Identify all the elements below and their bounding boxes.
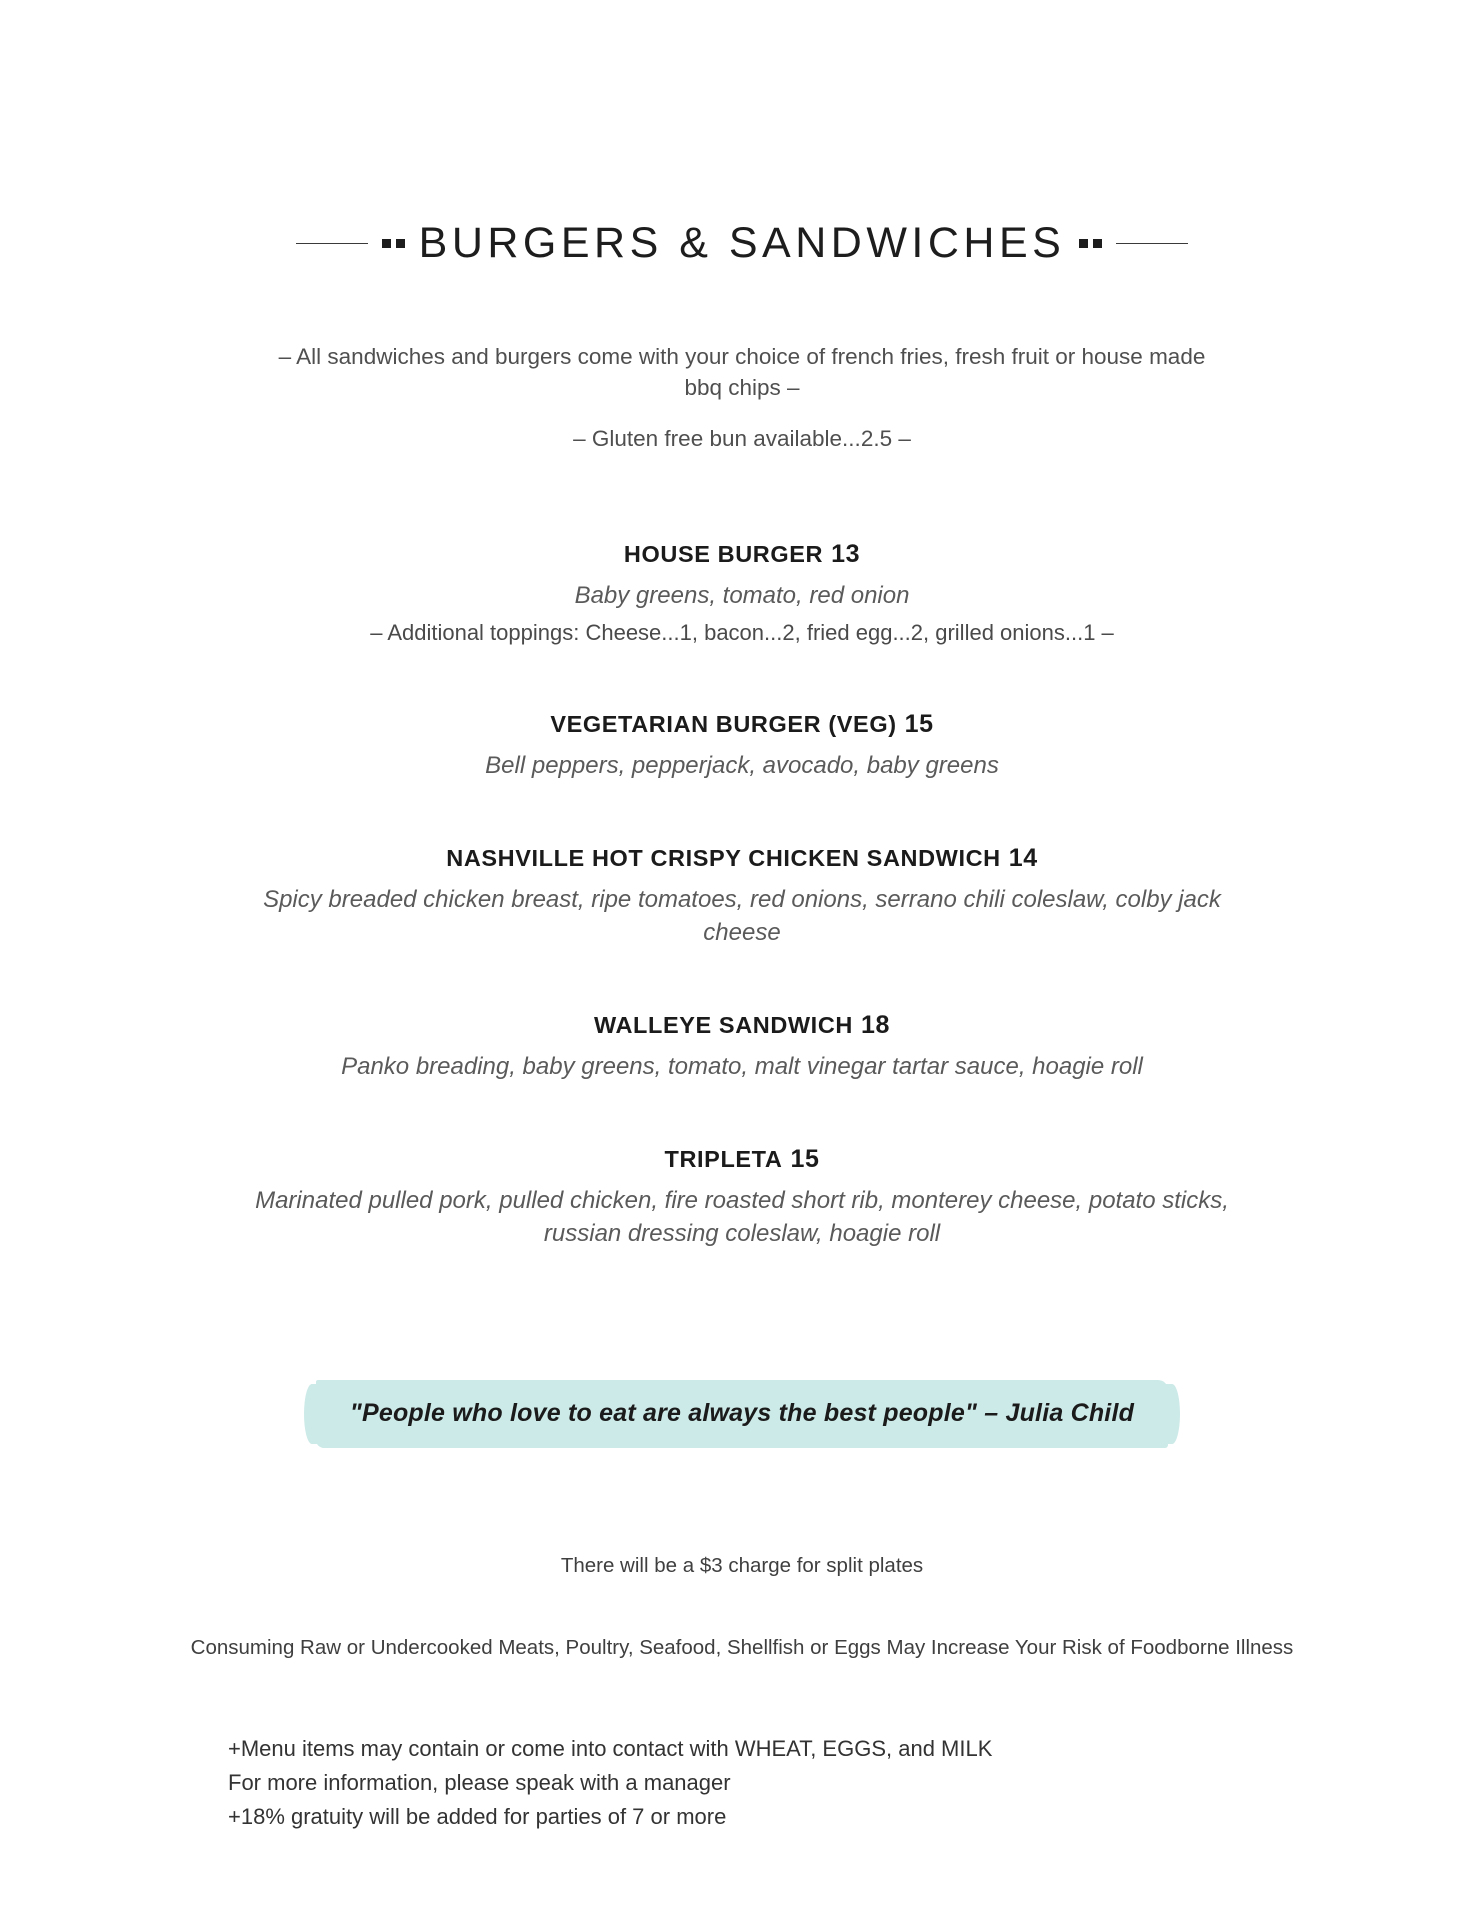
menu-item-price: 13	[831, 539, 861, 568]
raw-food-warning: Consuming Raw or Undercooked Meats, Poultry, Seafood, Shellfish or Eggs May Increase Your Risk of Foodborne Illness	[190, 1636, 1294, 1660]
menu-items-list	[120, 540, 1364, 1250]
page-title: BURGERS & SANDWICHES	[418, 218, 1066, 267]
menu-item-price: 14	[1008, 844, 1038, 873]
menu-item-heading	[120, 1145, 1364, 1174]
menu-item-price: 18	[860, 1010, 890, 1039]
section-header	[120, 190, 1364, 297]
menu-item-heading	[120, 844, 1364, 873]
menu-item-name: VEGETARIAN BURGER (VEG)	[550, 710, 897, 737]
menu-item-description: Bell peppers, pepperjack, avocado, baby greens	[485, 751, 999, 779]
header-left-rule	[296, 243, 368, 244]
menu-item-description: Panko breading, baby greens, tomato, malt vinegar tartar sauce, hoagie roll	[341, 1052, 1143, 1080]
menu-item-price: 15	[790, 1145, 820, 1174]
header-right-rule	[1116, 243, 1188, 244]
menu-item-heading	[120, 1011, 1364, 1040]
menu-item-name: HOUSE BURGER	[623, 540, 824, 567]
intro-line-sides: – All sandwiches and burgers come with your choice of french fries, fresh fruit or house made bbq chips –	[278, 343, 1206, 400]
menu-item-name: TRIPLETA	[664, 1146, 783, 1173]
legal-manager-note: For more information, please speak with a manager	[228, 1770, 731, 1796]
split-plate-charge: There will be a $3 charge for split plates	[560, 1554, 924, 1578]
menu-item-price: 15	[904, 709, 934, 738]
menu-item	[120, 710, 1364, 782]
menu-item-heading	[120, 710, 1364, 739]
footer	[120, 1554, 1364, 1834]
quote-text: "People who love to eat are always the best people"	[349, 1399, 978, 1428]
menu-item-heading	[120, 540, 1364, 569]
menu-item-name: WALLEYE SANDWICH	[594, 1011, 853, 1038]
menu-item-name: NASHVILLE HOT CRISPY CHICKEN SANDWICH	[446, 845, 1001, 872]
intro-line-gluten-free: – Gluten free bun available...2.5 –	[573, 425, 911, 451]
header-right-squares-icon	[1079, 239, 1102, 248]
legal-gratuity-note: +18% gratuity will be added for parties of 7 or more	[228, 1804, 727, 1830]
menu-item	[120, 1145, 1364, 1250]
menu-item	[120, 540, 1364, 648]
quote-highlight	[316, 1380, 1168, 1448]
menu-item	[120, 844, 1364, 949]
intro-notes	[262, 341, 1222, 454]
menu-item-description: Marinated pulled pork, pulled chicken, fire roasted short rib, monterey cheese, potato sticks, russian dressing coleslaw, hoagie roll	[255, 1187, 1229, 1247]
menu-item	[120, 1011, 1364, 1083]
menu-item-description: Baby greens, tomato, red onion	[574, 581, 910, 609]
header-left-squares-icon	[382, 239, 405, 248]
menu-item-description: Spicy breaded chicken breast, ripe tomatoes, red onions, serrano chili coleslaw, colby jack cheese	[263, 886, 1221, 946]
legal-notes	[120, 1732, 1364, 1834]
menu-item-note: – Additional toppings: Cheese...1, bacon...2, fried egg...2, grilled onions...1 –	[370, 620, 1114, 646]
legal-allergen-note: +Menu items may contain or come into contact with WHEAT, EGGS, and MILK	[228, 1736, 993, 1762]
quote-author: – Julia Child	[984, 1399, 1135, 1428]
quote-banner	[120, 1380, 1364, 1448]
